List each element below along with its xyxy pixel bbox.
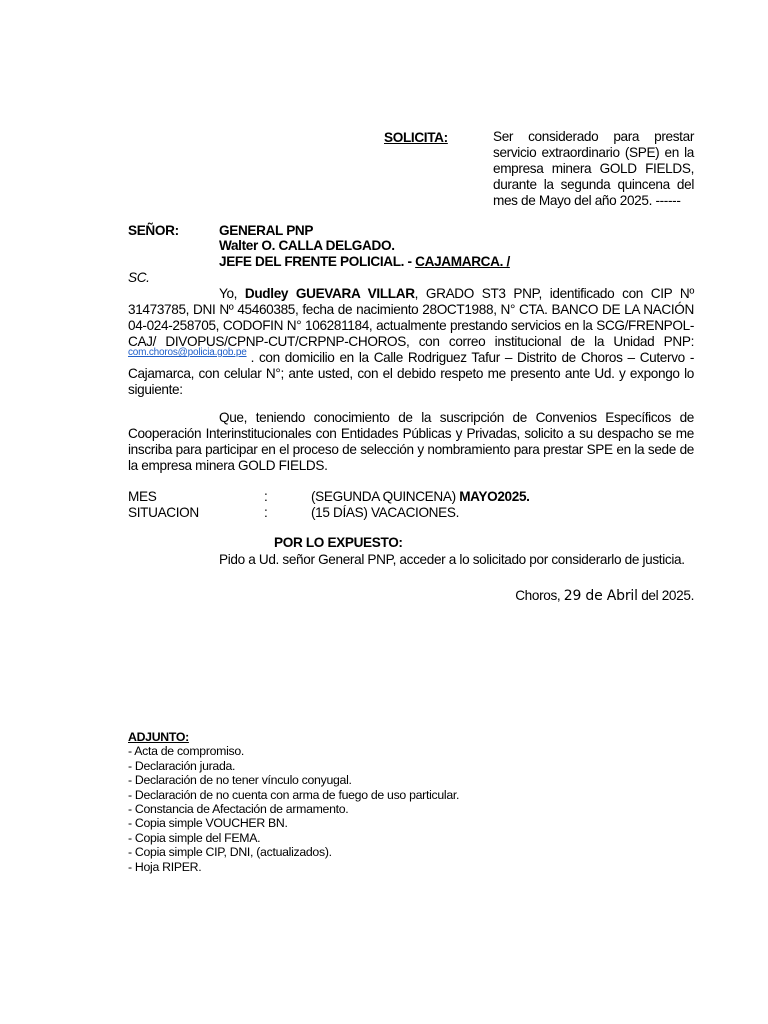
addressee-line-3 xyxy=(219,254,510,270)
attachment-item: - Hoja RIPER. xyxy=(128,859,202,874)
attachments xyxy=(128,730,459,874)
solicita-line-5: mes de Mayo del año 2025. ------ xyxy=(493,193,681,208)
attachment-item: - Copia simple VOUCHER BN. xyxy=(128,816,288,831)
addressee-title: JEFE DEL FRENTE POLICIAL. - xyxy=(219,254,416,269)
attachment-item: - Copia simple CIP, DNI, (actualizados). xyxy=(128,845,332,860)
solicita-label: SOLICITA: xyxy=(384,130,448,145)
date-suffix: del 2025. xyxy=(637,588,694,603)
intro-line-5 xyxy=(128,347,694,366)
detail-mes-sep: : xyxy=(264,489,268,504)
detail-mes-label: MES xyxy=(128,489,157,504)
body-line-1: Que, teniendo conocimiento de la suscripción de Convenios Específicos de xyxy=(219,410,694,425)
applicant-name: Dudley GUEVARA VILLAR xyxy=(244,286,415,301)
closing-text: Pido a Ud. señor General PNP, acceder a lo solicitado por considerarlo de justicia. xyxy=(219,552,685,567)
intro-line-4: CAJ/ DIVOPUS/CPNP-CUT/CRPNP-CHOROS, con correo institucional de la Unidad PNP: xyxy=(128,334,694,349)
attachment-item: - Declaración de no tener vínculo conyugal. xyxy=(128,773,352,788)
attachment-item: - Acta de compromiso. xyxy=(128,744,245,759)
solicita-line-3: empresa minera GOLD FIELDS, xyxy=(493,161,694,176)
body-line-3: inscriba para participar en el proceso de selección y nombramiento para prestar SPE en la sede de xyxy=(128,442,694,457)
solicita-line-2: servicio extraordinario (SPE) en la xyxy=(493,145,694,160)
detail-mes-value xyxy=(311,489,530,505)
intro-line-2: 31473785, DNI Nº 45460385, fecha de nacimiento 28OCT1988, N° CTA. BANCO DE LA NACIÓN xyxy=(128,302,694,317)
date-value: 29 de Abril xyxy=(563,588,638,604)
detail-mes-bold: MAYO2025. xyxy=(459,489,530,504)
intro-line-6: Cajamarca, con celular N°; ante usted, con el debido respeto me presento ante Ud. y expongo lo xyxy=(128,366,694,381)
attachment-item: - Declaración jurada. xyxy=(128,758,236,773)
body-line-4: la empresa minera GOLD FIELDS. xyxy=(128,458,328,473)
intro-line-1 xyxy=(128,286,694,302)
intro-paragraph xyxy=(128,286,694,398)
date-prefix: Choros, xyxy=(515,588,564,603)
detail-situacion-value: (15 DÍAS) VACACIONES. xyxy=(311,505,460,520)
solicita-line-1: Ser considerado para prestar xyxy=(493,129,694,144)
addressee-line-1: GENERAL PNP xyxy=(219,223,314,238)
intro-line-7: siguiente: xyxy=(128,382,183,397)
closing-heading: POR LO EXPUESTO: xyxy=(274,535,403,550)
addressee-line-2: Walter O. CALLA DELGADO. xyxy=(219,238,395,253)
attachment-item: - Copia simple del FEMA. xyxy=(128,830,261,845)
attachment-item: - Constancia de Afectación de armamento. xyxy=(128,802,349,817)
body-line-2: Cooperación Interinstitucionales con Entidades Públicas y Privadas, solicito a su despacho se me xyxy=(128,426,694,441)
attachments-heading: ADJUNTO: xyxy=(128,730,189,744)
body-paragraph xyxy=(128,410,694,474)
intro-yo: Yo, xyxy=(219,286,245,301)
intro-line-5-text: . con domicilio en la Calle Rodriguez Tafur – Distrito de Choros – Cutervo - xyxy=(250,350,694,365)
intro-line-3: 04-024-258705, CODOFIN N° 106281184, actualmente prestando servicios en la SCG/FRENPOL- xyxy=(128,318,694,333)
detail-situacion-label: SITUACION xyxy=(128,505,199,520)
solicita-line-4: durante la segunda quincena del xyxy=(493,177,694,192)
email-link[interactable]: com.choros@policia.gob.pe xyxy=(128,347,247,358)
date-line xyxy=(515,588,694,604)
sc-label: SC. xyxy=(128,270,150,285)
addressee-city: CAJAMARCA. / xyxy=(415,254,510,269)
detail-situacion-sep: : xyxy=(264,505,268,520)
intro-grade: , GRADO ST3 PNP, identificado con CIP Nº xyxy=(414,286,694,301)
attachment-item: - Declaración de no cuenta con arma de fuego de uso particular. xyxy=(128,787,460,802)
solicita-text xyxy=(493,129,694,209)
addressee-label: SEÑOR: xyxy=(128,223,179,238)
detail-mes-text: (SEGUNDA QUINCENA) xyxy=(311,489,460,504)
